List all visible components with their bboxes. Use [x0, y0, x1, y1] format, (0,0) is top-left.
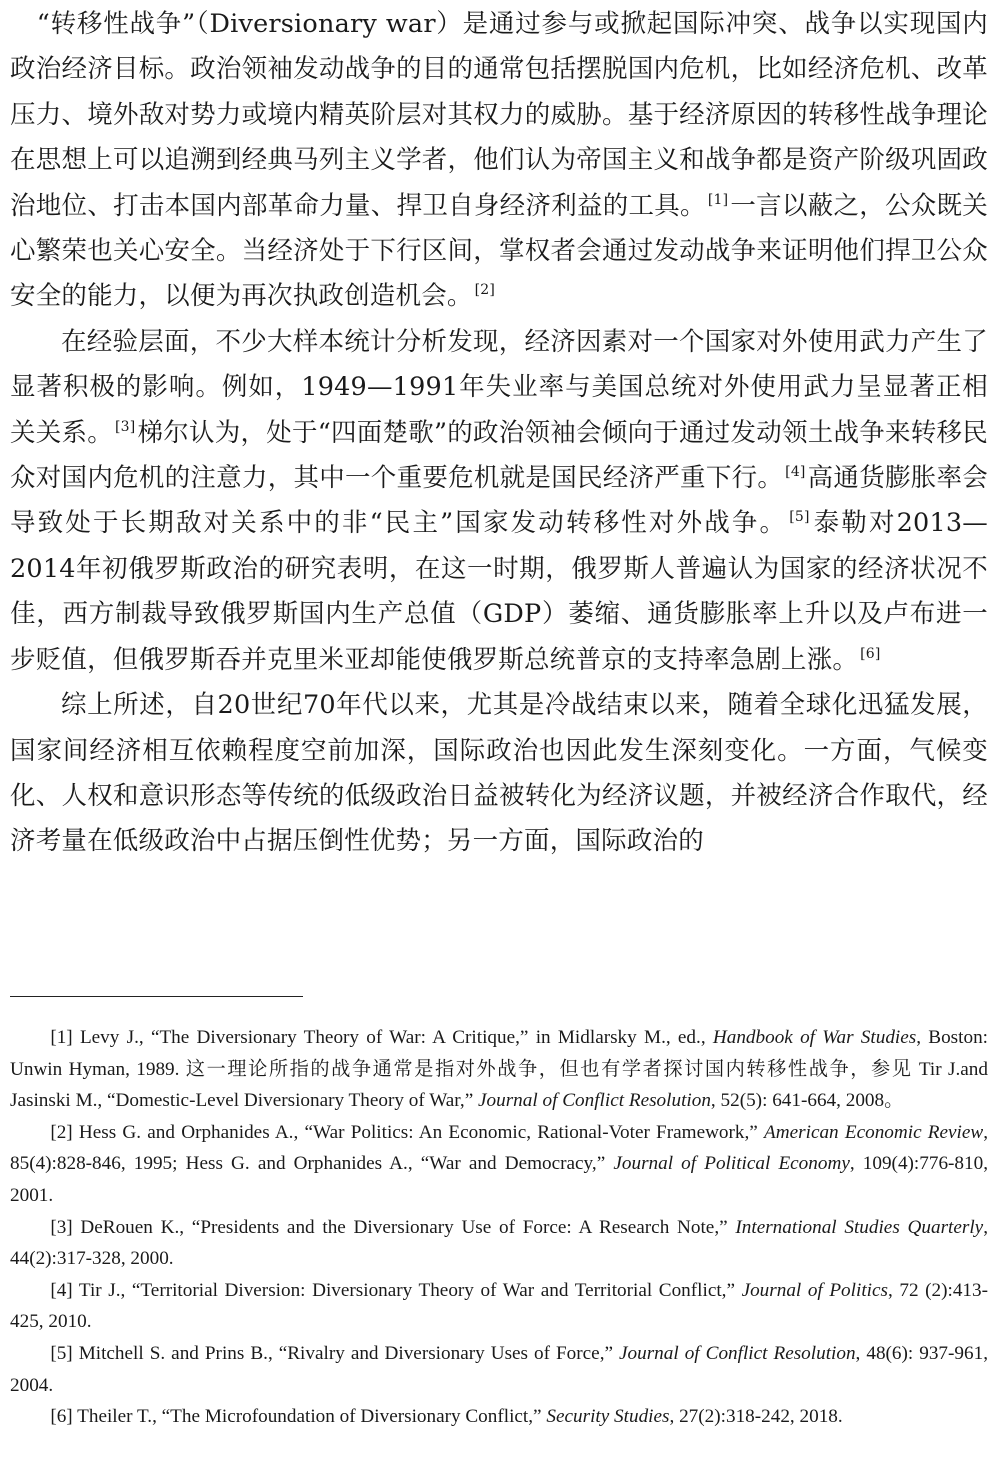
paragraph-1	[10, 2, 988, 320]
text-run: [6] Theiler T., “The Microfoundation of Diversionary Conflict,”	[50, 1406, 547, 1428]
footnote-4	[10, 1275, 988, 1338]
publication-title: International Studies Quarterly	[735, 1216, 984, 1238]
publication-title: Journal of Politics	[741, 1279, 888, 1301]
footnote-5	[10, 1338, 988, 1401]
text-run: [5] Mitchell S. and Prins B., “Rivalry and Diversionary Uses of Force,”	[50, 1342, 620, 1364]
text-run: , Boston: Unwin Hyman, 1989. 这一理论所指的战争通常是指对外战争，但也有学者探讨国内转移性战争，参见 Tir J.and Jasinski M., “Domestic-Level Diversionary Theory of War,”	[10, 1027, 988, 1112]
text-run: , 48(6): 937-961, 2004.	[10, 1342, 988, 1396]
footnote-2	[10, 1117, 988, 1212]
text-run: 高通货膨胀率会导致处于长期敌对关系中的非“民主”国家发动转移性对外战争。	[10, 463, 988, 539]
document-page	[10, 2, 988, 865]
text-run: , 52(5): 641-664, 2008。	[710, 1090, 904, 1112]
text-run: [4] Tir J., “Territorial Diversion: Diversionary Theory of War and Territorial Conflict,”	[50, 1279, 742, 1301]
text-run: 梯尔认为，处于“四面楚歌”的政治领袖会倾向于通过发动领土战争来转移民众对国内危机的注意力，其中一个重要危机就是国民经济严重下行。	[10, 417, 988, 494]
text-run: , 72 (2):413-425, 2010.	[10, 1279, 988, 1333]
paragraph-2	[10, 320, 988, 683]
footnote-divider	[10, 996, 303, 997]
text-run: [1] Levy J., “The Diversionary Theory of War: A Critique,” in Midlarsky M., ed.,	[50, 1027, 713, 1048]
publication-title: American Economic Review	[764, 1121, 984, 1143]
citation-ref: [1]	[707, 191, 729, 208]
text-run: [2] Hess G. and Orphanides A., “War Politics: An Economic, Rational-Voter Framework,”	[50, 1121, 765, 1143]
text-run: 泰勒对2013—2014年初俄罗斯政治的研究表明，在这一时期，俄罗斯人普遍认为国家的经济状况不佳，西方制裁导致俄罗斯国内生产总值（GDP）萎缩、通货膨胀率上升以及卢布进一步贬值，但俄罗斯吞并克里米亚却能使俄罗斯总统普京的支持率急剧上涨。	[10, 508, 989, 675]
publication-title: Security Studies	[546, 1406, 670, 1428]
citation-ref: [4]	[785, 464, 806, 481]
text-run: , 27(2):318-242, 2018.	[669, 1406, 843, 1428]
body-text	[10, 2, 988, 865]
citation-ref: [5]	[789, 509, 810, 526]
publication-title: Journal of Conflict Resolution	[478, 1090, 711, 1112]
footnotes	[10, 1022, 988, 1433]
publication-title: Journal of Political Economy	[613, 1153, 850, 1175]
citation-ref: [6]	[860, 645, 881, 662]
text-run: “转移性战争”（Diversionary war）是通过参与或掀起国际冲突、战争以实现国内政治经济目标。政治领袖发动战争的目的通常包括摆脱国内危机，比如经济危机、改革压力、境外敌对势力或境内精英阶层对其权力的威胁。基于经济原因的转移性战争理论在思想上可以追溯到经典马列主义学者，他们认为帝国主义和战争都是资产阶级巩固政治地位、打击本国内部革命力量、捍卫自身经济利益的工具。	[10, 9, 988, 221]
text-run: 综上所述，自20世纪70年代以来，尤其是冷战结束以来，随着全球化迅猛发展，国家间经济相互依赖程度空前加深，国际政治也因此发生深刻变化。一方面，气候变化、人权和意识形态等传统的低级政治日益被转化为经济议题，并被经济合作取代，经济考量在低级政治中占据压倒性优势；另一方面，国际政治的	[10, 690, 988, 857]
footnote-6	[10, 1401, 988, 1433]
footnote-3	[10, 1212, 988, 1275]
footnote-1	[10, 1022, 988, 1117]
text-run: [3] DeRouen K., “Presidents and the Diversionary Use of Force: A Research Note,”	[50, 1216, 736, 1238]
text-run: , 109(4):776-810, 2001.	[10, 1153, 989, 1206]
publication-title: Journal of Conflict Resolution	[619, 1342, 856, 1364]
citation-ref: [2]	[474, 282, 496, 299]
text-run: 在经验层面，不少大样本统计分析发现，经济因素对一个国家对外使用武力产生了显著积极的影响。例如，1949—1991年失业率与美国总统对外使用武力呈显著正相关关系。	[10, 326, 988, 448]
publication-title: Handbook of War Studies	[712, 1027, 917, 1048]
text-run: , 44(2):317-328, 2000.	[10, 1216, 988, 1270]
paragraph-3	[10, 683, 988, 865]
text-run: 一言以蔽之，公众既关心繁荣也关心安全。当经济处于下行区间，掌权者会通过发动战争来证明他们捍卫公众安全的能力，以便为再次执政创造机会。	[10, 190, 988, 312]
text-run: , 85(4):828-846, 1995; Hess G. and Orphanides A., “War and Democracy,”	[10, 1121, 988, 1175]
citation-ref: [3]	[115, 418, 136, 435]
